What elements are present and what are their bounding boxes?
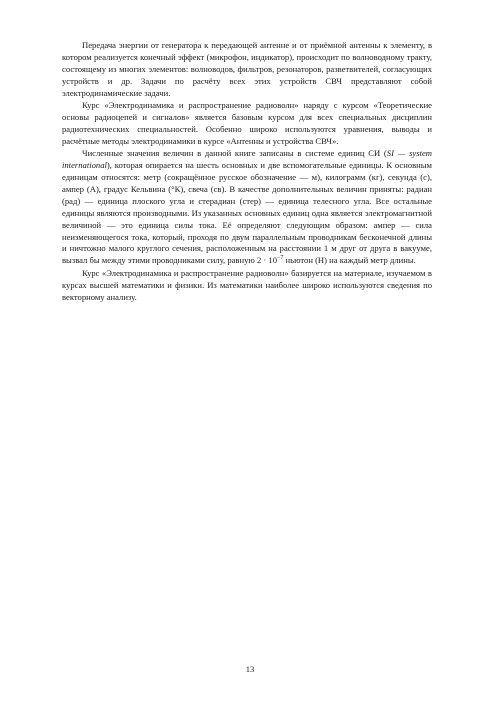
paragraph-si-units bbox=[62, 148, 432, 267]
si-units-italic: SI — system international bbox=[62, 148, 432, 171]
si-units-lead: Численные значения величин в данной книге записаны в системе единиц СИ ( bbox=[82, 148, 387, 159]
si-units-tail: ньютон (Н) на каждый метр длины. bbox=[283, 255, 416, 266]
si-units-body: ), которая опирается на шесть основных и две вспомогательные единицы. К основным единицам относятся: метр (сокращённое русское обозначение — м), килограмм (кг), секунда (с), ампер (А), градус Кельвина (°К), свеча (св). В качестве дополнительных величин приняты: радиан (рад) — единица плоского угла и стерадиан (стер) — единица телесного угла. Все остальные единицы являются производными. Из указанных основных единиц одна является электромагнитной величиной — это единица силы тока. Её определяют следующим образом: ампер — сила неизменяющегося тока, который, проходя по двум параллельным проводникам бесконечной длины и ничтожно малого круглого сечения, расположенным на расстоянии 1 м друг от друга в вакууме, вызвал бы между этими проводниками силу, равную 2 · 10 bbox=[62, 160, 432, 266]
paragraph-waveguide-path: Передача энергии от генератора к передающей антенне и от приёмной антенны к элементу, в котором реализуется конечный эффект (микрофон, индикатор), происходит по волноводному тракту, состоящему из многих элементов: волноводов, фильтров, резонаторов, разветвителей, согласующих устройств и др. Задачи по расчёту всех этих устройств СВЧ представляют собой электродинамические задачи. bbox=[62, 40, 432, 98]
si-units-exponent: −7 bbox=[277, 255, 284, 262]
page-number: 13 bbox=[245, 664, 255, 674]
page-body bbox=[62, 40, 432, 304]
paragraph-math-basis: Курс «Электродинамика и распространение радиоволн» базируется на материале, изучаемом в курсах высшей математики и физики. Из математики наиболее широко используются сведения по векторному анализу. bbox=[62, 267, 432, 302]
paragraph-course-role: Курс «Электродинамика и распространение радиоволн» наряду с курсом «Теоретические основы радиоцепей и сигналов» является базовым курсом для всех специальных дисциплин радиотехнических специальностей. Особенно широко используются уравнения, выводы и расчётные методы электродинамики в курсе «Антенны и устройства СВЧ». bbox=[62, 100, 432, 146]
